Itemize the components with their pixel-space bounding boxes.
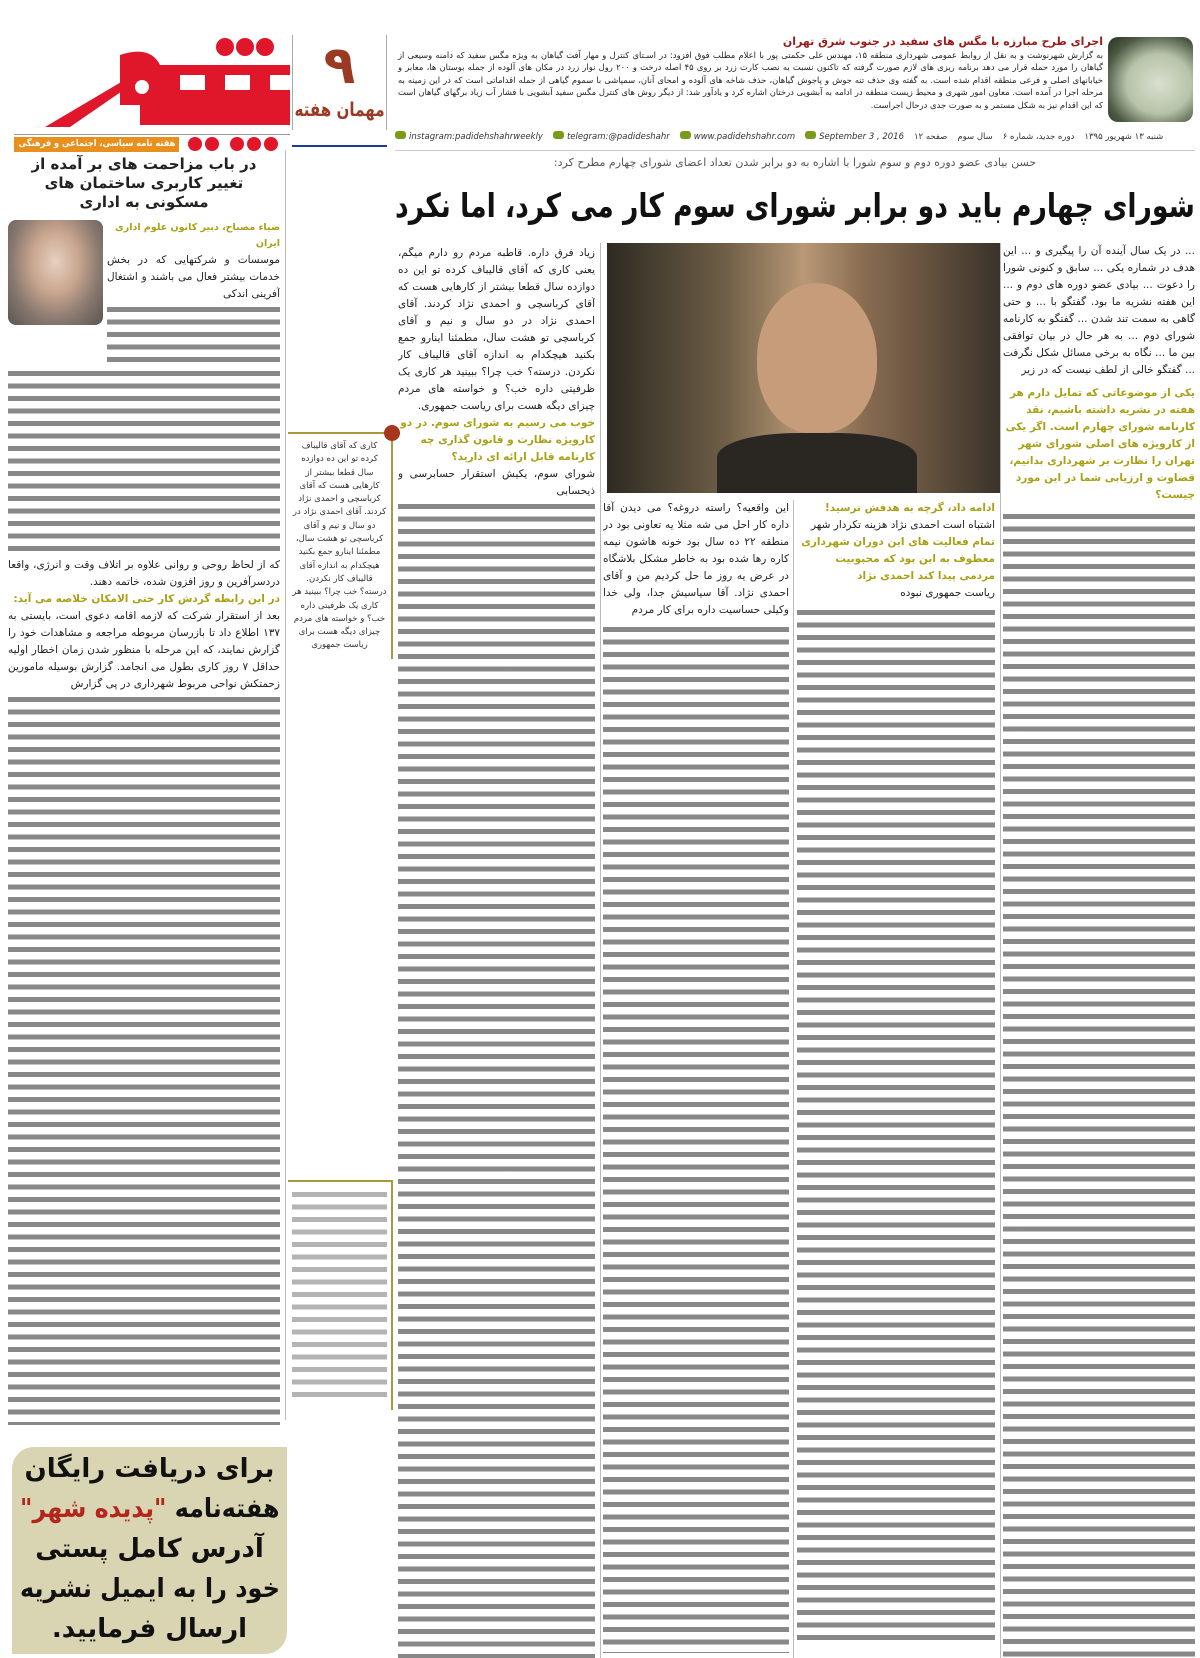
guest-label: مهمان هفته — [294, 99, 385, 121]
tagline-dots — [178, 137, 278, 153]
text-lines — [398, 500, 595, 1658]
year: سال سوم — [957, 132, 993, 142]
guest-box — [292, 35, 387, 130]
masthead-logo — [10, 35, 290, 135]
col-question: یکی از موضوعاتی که تمایل دارم هر هفته در نشریه داشته باشیم، نقد کارنامه شورای چهارم است. اگر یکی از کارویژه های اصلی شورای شهر تهران را نظارت بر شهرداری بدانیم، قضاوت و ارزیابی شما در این مورد چیست؟ — [1005, 387, 1195, 501]
col-text: شورای سوم، یکیش استقرار حسابرسی و ذیحسابی — [398, 468, 595, 497]
article-col-1 — [1003, 243, 1195, 1658]
telegram-link[interactable]: telegram:@padideshahr — [553, 129, 670, 145]
sidebar-intro: موسسات و شرکتهایی که در بخش خدمات بیشتر فعال می باشند و اشتغال آفرینی اندکی — [107, 254, 280, 300]
instagram-link[interactable]: instagram:padidehshahrweekly — [395, 129, 543, 145]
masthead-tagline-bar: هفته نامه سیاسی، اجتماعی و فرهنگی — [14, 137, 179, 152]
subscription-ad — [12, 1447, 287, 1654]
brief-photo — [1108, 37, 1193, 122]
sidebar-text: که از لحاظ روحی و روانی علاوه بر اتلاف وقت و انرژی، واقعا دردسرآفرین و روز افزون شده، خاتمه دهند. — [8, 559, 280, 588]
date-fa: شنبه ۱۳ شهریور ۱۳۹۵ — [1084, 132, 1164, 142]
logo-graphic — [10, 35, 290, 135]
quote-dot-icon — [384, 425, 400, 441]
col-text: این واقعیه؟ راسته دروغه؟ می دیدن آقا داره کار احل می شه مثلا یه تعاونی بود در منطقه ۲۲ ده سال بود خونه هاشون نیمه کاره رها شده بود به خاطر مشکل بلاشگاه در عرض یه روز ما حل کردیم من و آقای احمدی نژاد. آقا سیاسیش جدا، ولی خدا وکیلی حساسیت داره برای کار مردم — [603, 502, 789, 616]
col-text: ... در یک سال آینده آن را پیگیری و ... این هدف در شماره یکی ... سابق و کنونی شورا را دعوت ... بیادی عضو دوره های دوم و ... این هفته نشریه ما بود. گفتگو با ... و حتی گاهی به سمت تند شدن ... گفتگو به کارنامه شورای دوم ... به هر حال در بیان توافقی بین ما ... نگاه به برخی مسائل شکل نگرفت ... گفتگو خالی از لطف نیست که در زیر — [1003, 245, 1195, 376]
sidebar-article — [8, 155, 280, 1425]
interviewee-photo — [607, 243, 1000, 493]
bullet-icon — [680, 131, 691, 139]
article-col-2 — [797, 500, 995, 1658]
website-link[interactable]: www.padidehshahr.com — [680, 129, 795, 145]
sidebar-text: بعد از استقرار شرکت که لازمه اقامه دعوی است، بایستی به ۱۳۷ اطلاع داد تا بازرسان مربوطه مراجعه و مشاهدات خود را گزارش نمایند، که این مرحله با منظور شدن زمان اخطار اولیه حداقل ۷ روز کاری بطول می انجامد. گزارش بوسیله مامورین زحمتکش نواحی مربوط شهرداری در پی گزارش — [8, 610, 280, 690]
article-col-3 — [603, 500, 789, 1658]
col-question: تمام فعالیت های این دوران شهرداری معطوف به این بود که محبوبیت مردمی پیدا کند احمدی نژاد — [801, 536, 995, 582]
text-lines — [292, 1188, 387, 1403]
info-bar — [395, 129, 1195, 145]
ad-line: آدرس کامل پستی — [35, 1534, 264, 1564]
bullet-icon — [805, 131, 816, 139]
col-question: خوب می رسیم به شورای سوم. در دو کارویژه نظارت و قانون گذاری چه کارنامه قابل ارائه ای دارید؟ — [400, 417, 595, 463]
text-lines — [603, 623, 789, 1653]
col-answer-hl: ادامه داد، گرچه به هدفش نرسید! — [825, 502, 995, 514]
pull-quote: کاری که آقای قالیباف کرده تو این ده دوازده سال قطعا بیشتر از کارهایی هست که آقای کرباسچی و احمدی نژاد کردند. آقای احمدی نژاد در دو سال و نیم و آقای کرباسچی تو هشت سال، مطمئنا اینارو جمع بکنید هیچکدام به اندازه آقای قالیباف کار نکردن. درسته؟ خب چرا؟ ببینید هر کاری یک ظرفیتی داره خب؟ و خواسته های مردم چیزای دیگه هست برای ریاست جمهوری — [288, 432, 393, 659]
issue: دوره جدید، شماره ۶ — [1002, 132, 1075, 142]
ad-line: هفته‌نامه "پدیده شهر" — [19, 1494, 280, 1524]
guest-number: ۹ — [323, 36, 356, 96]
bullet-icon — [395, 131, 406, 139]
ad-line: برای دریافت رایگان — [24, 1454, 275, 1484]
headline: شورای چهارم باید دو برابر شورای سوم کار می کرد، اما نکرد — [395, 176, 1195, 236]
sidebar-subhead: در این رابطه گردش کار حتی الامکان خلاصه می آید: — [13, 593, 280, 605]
brief — [398, 34, 1103, 126]
kicker: حسن بیادی عضو دوره دوم و سوم شورا با اشاره به دو برابر شدن تعداد اعضای شورای چهارم مطرح کرد: — [553, 156, 1037, 169]
col-text: زیاد فرق داره. قاطبه مردم رو دارم میگم، یعنی کاری که آقای قالیباف کرده تو این ده دوازده سال قطعا بیشتر از کارهایی هست که آقای کرباسچی و احمدی نژاد کردند. آقای احمدی نژاد در دو سال و نیم و آقای کرباسچی تو هشت سال، مطمئنا اینارو جمع بکنید هیچکدام به اندازه آقای قالیباف کار نکردن. درسته؟ خب چرا؟ ببینید هر کاری یک ظرفیتی داره خب؟ و خواسته های مردم چیزای دیگه هست برای ریاست جمهوری. — [398, 247, 595, 412]
ad-line: ارسال فرمایید. — [51, 1614, 248, 1644]
ad-line: خود را به ایمیل نشریه — [19, 1574, 280, 1604]
article-col-4 — [398, 245, 595, 1658]
sidebar-title: در باب مزاحمت های بر آمده از تغییر کاربری ساختمان های مسکونی به اداری — [31, 155, 257, 211]
text-lines — [8, 367, 280, 557]
col-text: اشتباه است احمدی نژاد هزینه تکردار شهر — [811, 519, 995, 531]
date-en: September 3 , 2016 — [805, 129, 904, 145]
author-photo — [8, 220, 103, 325]
col-text: ریاست جمهوری نبوده — [900, 587, 995, 599]
text-lines — [1003, 510, 1195, 1658]
sidebar-byline: ضیاء مصباح، دبیر کانون علوم اداری ایران — [115, 222, 280, 249]
brief-text: به گزارش شهرنوشت و به نقل از روابط عمومی شهرداری منطقه ۱۵، مهندس علی حکمتی پور با اعلام مطلب فوق افزود: در اسـتای کنترل و مهار آفت گیاهان به ویژه مگس سفید که دامنه وسیعی از گیاهان را مورد حمله قرار می دهد برنامه ریزی های لازم صورت گرفته که تاکنون نسبت به نصب کارت زرد بر روی ۴۵ اصله درخت و ۲۰۰ رول نوار زرد در مکان های آلوده از جمله بوستان ها، معابر و خیابانهای اصلی و فرعی منطقه اقدام شده است. به گفته وی حذف تنه جوش و پاجوش گیاهان، حذف شاخه های آلوده و امحای آنان، سمپاشی با سموم گیاهی از جمله اقداماتی است که در این زمینه به مرحله اجرا در آمده است. معاون امور شهری و محیط زیست منطقه در ادامه به آبشویی درختان اشاره کرد و یادآور شد: از دیگر روش های کنترل مگس سفید آبشویی با فشار آب زیاد برگهای گیاهان است که این اقدام نیز به شکل مستمر و به صورت جدی درحال اجراست. — [398, 50, 1103, 110]
text-lines — [797, 606, 995, 1646]
page-count: ۱۲ صفحه — [913, 132, 948, 142]
bullet-icon — [553, 131, 564, 139]
text-lines — [107, 303, 280, 363]
pull-quote-2 — [288, 1180, 393, 1410]
text-lines — [8, 693, 280, 1425]
brief-title: اجرای طرح مبارزه با مگس های سفید در جنوب شرق تهران — [782, 35, 1103, 48]
